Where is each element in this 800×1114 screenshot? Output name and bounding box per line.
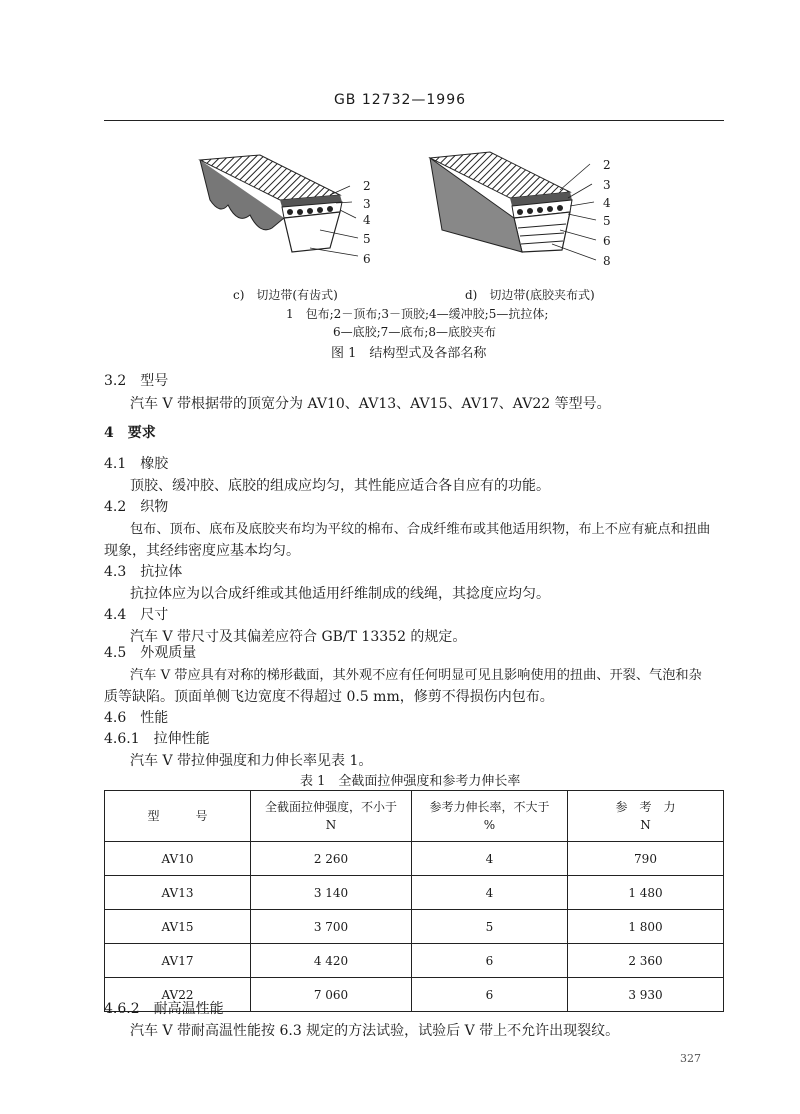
cell-model: AV22 bbox=[105, 978, 251, 1012]
right-label-8: 8 bbox=[603, 254, 611, 268]
header-model-label: 型 号 bbox=[147, 809, 208, 823]
section-4-6-1-body: 汽车 V 带拉伸强度和力伸长率见表 1。 bbox=[130, 753, 373, 769]
legend-line-2: 6—底胶;7—底布;8—底胶夹布 bbox=[333, 325, 496, 339]
legend-line-1: 1 包布;2－顶布;3－顶胶;4—缓冲胶;5—抗拉体; bbox=[286, 307, 549, 321]
cell-elongation: 5 bbox=[412, 910, 568, 944]
cell-model: AV13 bbox=[105, 876, 251, 910]
page-number: 327 bbox=[680, 1052, 701, 1065]
table-row bbox=[105, 944, 724, 978]
section-4-title: 4 要求 bbox=[104, 425, 156, 441]
section-3-2-body: 汽车 V 带根据带的顶宽分为 AV10、AV13、AV15、AV17、AV22 等型号。 bbox=[130, 396, 611, 412]
header-elongation bbox=[412, 791, 568, 842]
belt-structure-figure bbox=[180, 140, 640, 280]
table-row bbox=[105, 910, 724, 944]
section-4-4-title: 4.4 尺寸 bbox=[104, 607, 169, 623]
section-4-3-title: 4.3 抗拉体 bbox=[104, 564, 183, 580]
caption-c: c) 切边带(有齿式) bbox=[233, 288, 338, 302]
table-title: 表 1 全截面拉伸强度和参考力伸长率 bbox=[300, 774, 521, 789]
cell-strength: 2 260 bbox=[251, 842, 412, 876]
cell-model: AV17 bbox=[105, 944, 251, 978]
header-elongation-label: 参考力伸长率，不大于 bbox=[429, 800, 550, 814]
cell-strength: 3 140 bbox=[251, 876, 412, 910]
figure-title: 图 1 结构型式及各部名称 bbox=[331, 346, 487, 361]
toothed-belt-diagram bbox=[200, 155, 342, 252]
cell-force: 2 360 bbox=[568, 944, 724, 978]
standard-number-header: GB 12732—1996 bbox=[333, 92, 467, 108]
section-4-4-body: 汽车 V 带尺寸及其偏差应符合 GB/T 13352 的规定。 bbox=[130, 629, 467, 645]
caption-d: d) 切边带(底胶夹布式) bbox=[465, 288, 595, 302]
right-label-5: 5 bbox=[603, 214, 611, 228]
header-force-label: 参 考 力 bbox=[615, 800, 676, 814]
cell-force: 3 930 bbox=[568, 978, 724, 1012]
cell-strength: 4 420 bbox=[251, 944, 412, 978]
table-row bbox=[105, 842, 724, 876]
header-strength bbox=[251, 791, 412, 842]
left-label-4: 4 bbox=[363, 213, 371, 227]
right-label-2: 2 bbox=[603, 158, 611, 172]
cell-elongation: 6 bbox=[412, 978, 568, 1012]
cell-force: 1 800 bbox=[568, 910, 724, 944]
section-4-6-1-title: 4.6.1 拉伸性能 bbox=[104, 731, 210, 747]
table-row bbox=[105, 876, 724, 910]
left-label-6: 6 bbox=[363, 252, 371, 266]
cell-strength: 3 700 bbox=[251, 910, 412, 944]
section-4-2-body-2: 现象，其经纬密度应基本均匀。 bbox=[104, 543, 300, 559]
cell-model: AV15 bbox=[105, 910, 251, 944]
left-label-2: 2 bbox=[363, 179, 371, 193]
left-label-3: 3 bbox=[363, 197, 371, 211]
section-4-3-body: 抗拉体应为以合成纤维或其他适用纤维制成的线绳，其捻度应均匀。 bbox=[130, 586, 550, 602]
header-strength-unit: N bbox=[325, 818, 337, 832]
section-4-6-title: 4.6 性能 bbox=[104, 710, 169, 726]
left-label-5: 5 bbox=[363, 232, 371, 246]
tensile-strength-table bbox=[104, 790, 724, 1012]
right-label-3: 3 bbox=[603, 178, 611, 192]
section-4-2-title: 4.2 织物 bbox=[104, 499, 169, 515]
table-header-row bbox=[105, 791, 724, 842]
section-4-2-body-1: 包布、顶布、底布及底胶夹布均为平纹的棉布、合成纤维布或其他适用织物，布上不应有疵点和扭曲 bbox=[130, 522, 711, 537]
cell-force: 1 480 bbox=[568, 876, 724, 910]
right-label-6: 6 bbox=[603, 234, 611, 248]
cell-elongation: 4 bbox=[412, 876, 568, 910]
header-model bbox=[105, 791, 251, 842]
section-3-2-title: 3.2 型号 bbox=[104, 373, 169, 389]
section-4-6-2-title: 4.6.2 耐高温性能 bbox=[104, 1001, 224, 1017]
cell-strength: 7 060 bbox=[251, 978, 412, 1012]
header-force-unit: N bbox=[640, 818, 651, 832]
header-strength-label: 全截面拉伸强度，不小于 bbox=[264, 800, 397, 814]
cell-force: 790 bbox=[568, 842, 724, 876]
right-label-4: 4 bbox=[603, 196, 611, 210]
header-elongation-unit: % bbox=[483, 818, 496, 832]
header-reference-force bbox=[568, 791, 724, 842]
section-4-5-title: 4.5 外观质量 bbox=[104, 645, 197, 661]
header-rule bbox=[104, 120, 724, 121]
cell-elongation: 4 bbox=[412, 842, 568, 876]
section-4-1-body: 顶胶、缓冲胶、底胶的组成应均匀，其性能应适合各自应有的功能。 bbox=[130, 478, 550, 494]
cell-model: AV10 bbox=[105, 842, 251, 876]
fabric-belt-diagram bbox=[430, 152, 572, 252]
cell-elongation: 6 bbox=[412, 944, 568, 978]
section-4-5-body-1: 汽车 V 带应具有对称的梯形截面，其外观不应有任何明显可见且影响使用的扭曲、开裂、气泡和杂 bbox=[130, 668, 702, 683]
section-4-5-body-2: 质等缺陷。顶面单侧飞边宽度不得超过 0.5 mm，修剪不得损伤内包布。 bbox=[104, 689, 554, 705]
section-4-1-title: 4.1 橡胶 bbox=[104, 456, 169, 472]
section-4-6-2-body: 汽车 V 带耐高温性能按 6.3 规定的方法试验，试验后 V 带上不允许出现裂纹。 bbox=[130, 1023, 620, 1039]
